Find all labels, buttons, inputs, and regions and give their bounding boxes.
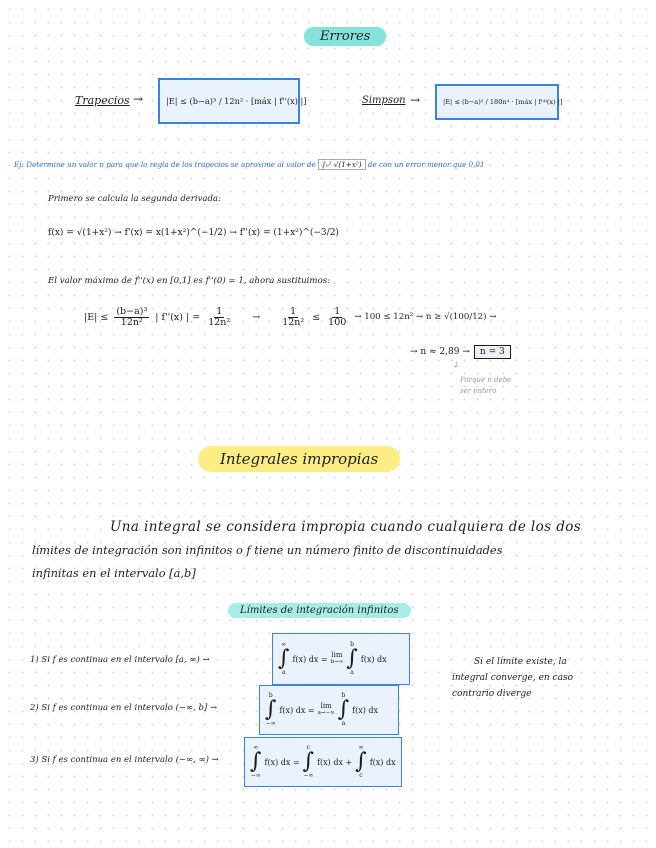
side-note-line-3: contrario diverge [452,689,532,699]
side-note-line-2: integral converge, en caso [452,673,573,683]
note-arrow: ↲ [452,361,460,371]
case-1-rhs-lower: a [350,669,354,676]
case-1-lim-sub: b→∞ [330,658,344,665]
definition-paragraph [32,516,581,585]
case-3-rhs-lower: c [359,772,363,779]
case-2-rhs-limits [338,693,349,728]
case-1-rhs-body: f(x) dx [360,654,387,664]
integral-sign: ∫ [337,697,350,722]
error-lhs: |E| ≤ [84,311,109,323]
step-2-text: El valor máximo de f''(x) en [0,1] es f''(0) = 1, ahora sustituimos: [48,276,330,286]
case-3-mid-body: f(x) dx + [317,757,353,767]
case-2-lhs-lower: −∞ [265,720,276,727]
case-2-rhs-lower: a [341,720,346,727]
fraction-1-num: (b−a)³ [116,306,148,317]
note-line-1: Porque n debe [460,376,512,384]
simpson-formula-box [435,84,563,120]
case-3-integral-limits [250,745,261,780]
fraction-3 [280,307,306,328]
fraction-4 [326,307,348,328]
exercise-text: Determine un valor n para que la regla de los trapecios se aproxime al valor de [26,160,316,169]
case-1-lhs-upper: ∞ [281,640,287,648]
case-3-rhs-upper: ∞ [358,743,364,751]
fraction-2-num: 1 [216,306,223,317]
subsection-title: Límites de integración infinitos [228,603,411,618]
inequality-line [84,307,496,328]
fraction-1-den: 12n² [120,316,143,328]
case-2-lhs-upper: b [268,691,273,699]
step-1-text: Primero se calcula la segunda derivada: [48,194,221,204]
fraction-3-num: 1 [290,306,297,317]
integral-sign: ∫ [355,749,367,774]
trapecio-formula-box [158,78,307,124]
case-2-formula-box [259,685,399,735]
case-3-text: 3) Si f es continua en el intervalo (−∞, ∞) → [30,755,219,765]
case-2-lim-sub: a→−∞ [317,709,335,716]
exercise-integral: ∫₀¹ √(1+x²) [318,159,366,170]
case-1-lhs-lower: a [281,669,286,676]
case-3-formula-box [244,737,402,787]
section-title: Integrales impropias [198,446,400,472]
side-note-line-1: Si el límite existe, la [474,657,567,667]
arrow-1: → [252,311,261,323]
simpson-formula: |E| ≤ (b−a)⁵ / 180n⁴ · [máx | f⁽⁴⁾(x) |] [443,98,563,106]
case-1-limit [331,652,344,665]
le-sign: ≤ [312,311,321,323]
inequality-rest: → 100 ≤ 12n² → n ≥ √(100/12) → [354,312,497,323]
case-2-limit [318,703,335,716]
case-2-lhs-body: f(x) dx = [279,705,315,715]
case-1-lhs-body: f(x) dx = [292,654,328,664]
case-3-lhs-lower: −∞ [250,772,261,779]
integral-sign: ∫ [278,646,290,671]
trapecio-label: Trapecios [75,94,130,107]
case-3-mid-upper: c [306,743,311,751]
case-2-integral-limits [265,693,276,728]
exercise-prefix: Ej: [14,160,24,169]
case-1-text: 1) Si f es continua en el intervalo [a, ∞) → [30,655,210,665]
case-2-rhs-body: f(x) dx [352,705,379,715]
exercise-line [14,160,485,169]
paragraph-line-3: infinitas en el intervalo [a,b] [32,566,196,580]
result-line [410,345,511,359]
integral-sign: ∫ [265,697,277,722]
result-approx: → n ≈ 2,89 → [410,347,470,357]
trapecio-arrow: → [133,92,144,106]
case-3-lhs-body: f(x) dx = [264,757,300,767]
case-1-lim: lim [331,651,343,660]
simpson-label: Simpson [362,95,406,106]
note-line-2: ser entero [460,387,497,395]
case-3-lhs-upper: ∞ [253,743,259,751]
exercise-tail: de con un error menor que 0,01 [367,160,485,169]
case-2-lim: lim [320,702,332,711]
simpson-arrow: → [410,93,421,107]
fraction-4-den: 100 [328,316,347,328]
fraction-4-num: 1 [334,306,341,317]
result-boxed: n = 3 [474,345,511,359]
case-3-rhs-limits [355,745,366,780]
case-1-formula-box [272,633,410,685]
second-deriv-abs: | f''(x) | = [155,311,201,323]
integral-sign: ∫ [346,646,358,671]
paragraph-line-1: Una integral se considera impropia cuando cualquiera de los dos [110,519,582,535]
fraction-3-den: 12n² [282,316,305,328]
case-2-text: 2) Si f es continua en el intervalo (−∞, b] → [30,703,218,713]
case-3-mid-lower: −∞ [303,772,314,779]
case-2-rhs-upper: b [341,691,346,699]
fraction-2-den: 12n² [208,316,231,328]
paragraph-line-2: límites de integración son infinitos o f tiene un número finito de discontinuidades [32,543,503,557]
derivatives-line: f(x) = √(1+x²) → f'(x) = x(1+x²)^(−1/2) → f''(x) = (1+x²)^(−3/2) [48,228,339,238]
case-1-rhs-upper: b [350,640,354,648]
fraction-1 [114,307,149,328]
integral-sign: ∫ [250,749,262,774]
case-3-mid-limits [303,745,314,780]
side-note [452,654,573,702]
case-3-rhs-body: f(x) dx [369,757,396,767]
case-1-integral-limits [278,642,289,677]
case-1-rhs-limits [346,642,357,677]
page-title: Errores [304,27,386,46]
note-text [460,375,511,397]
fraction-2 [206,307,232,328]
integral-sign: ∫ [302,749,315,774]
trapecio-formula: |E| ≤ (b−a)³ / 12n² · [máx | f''(x) |] [166,96,307,106]
